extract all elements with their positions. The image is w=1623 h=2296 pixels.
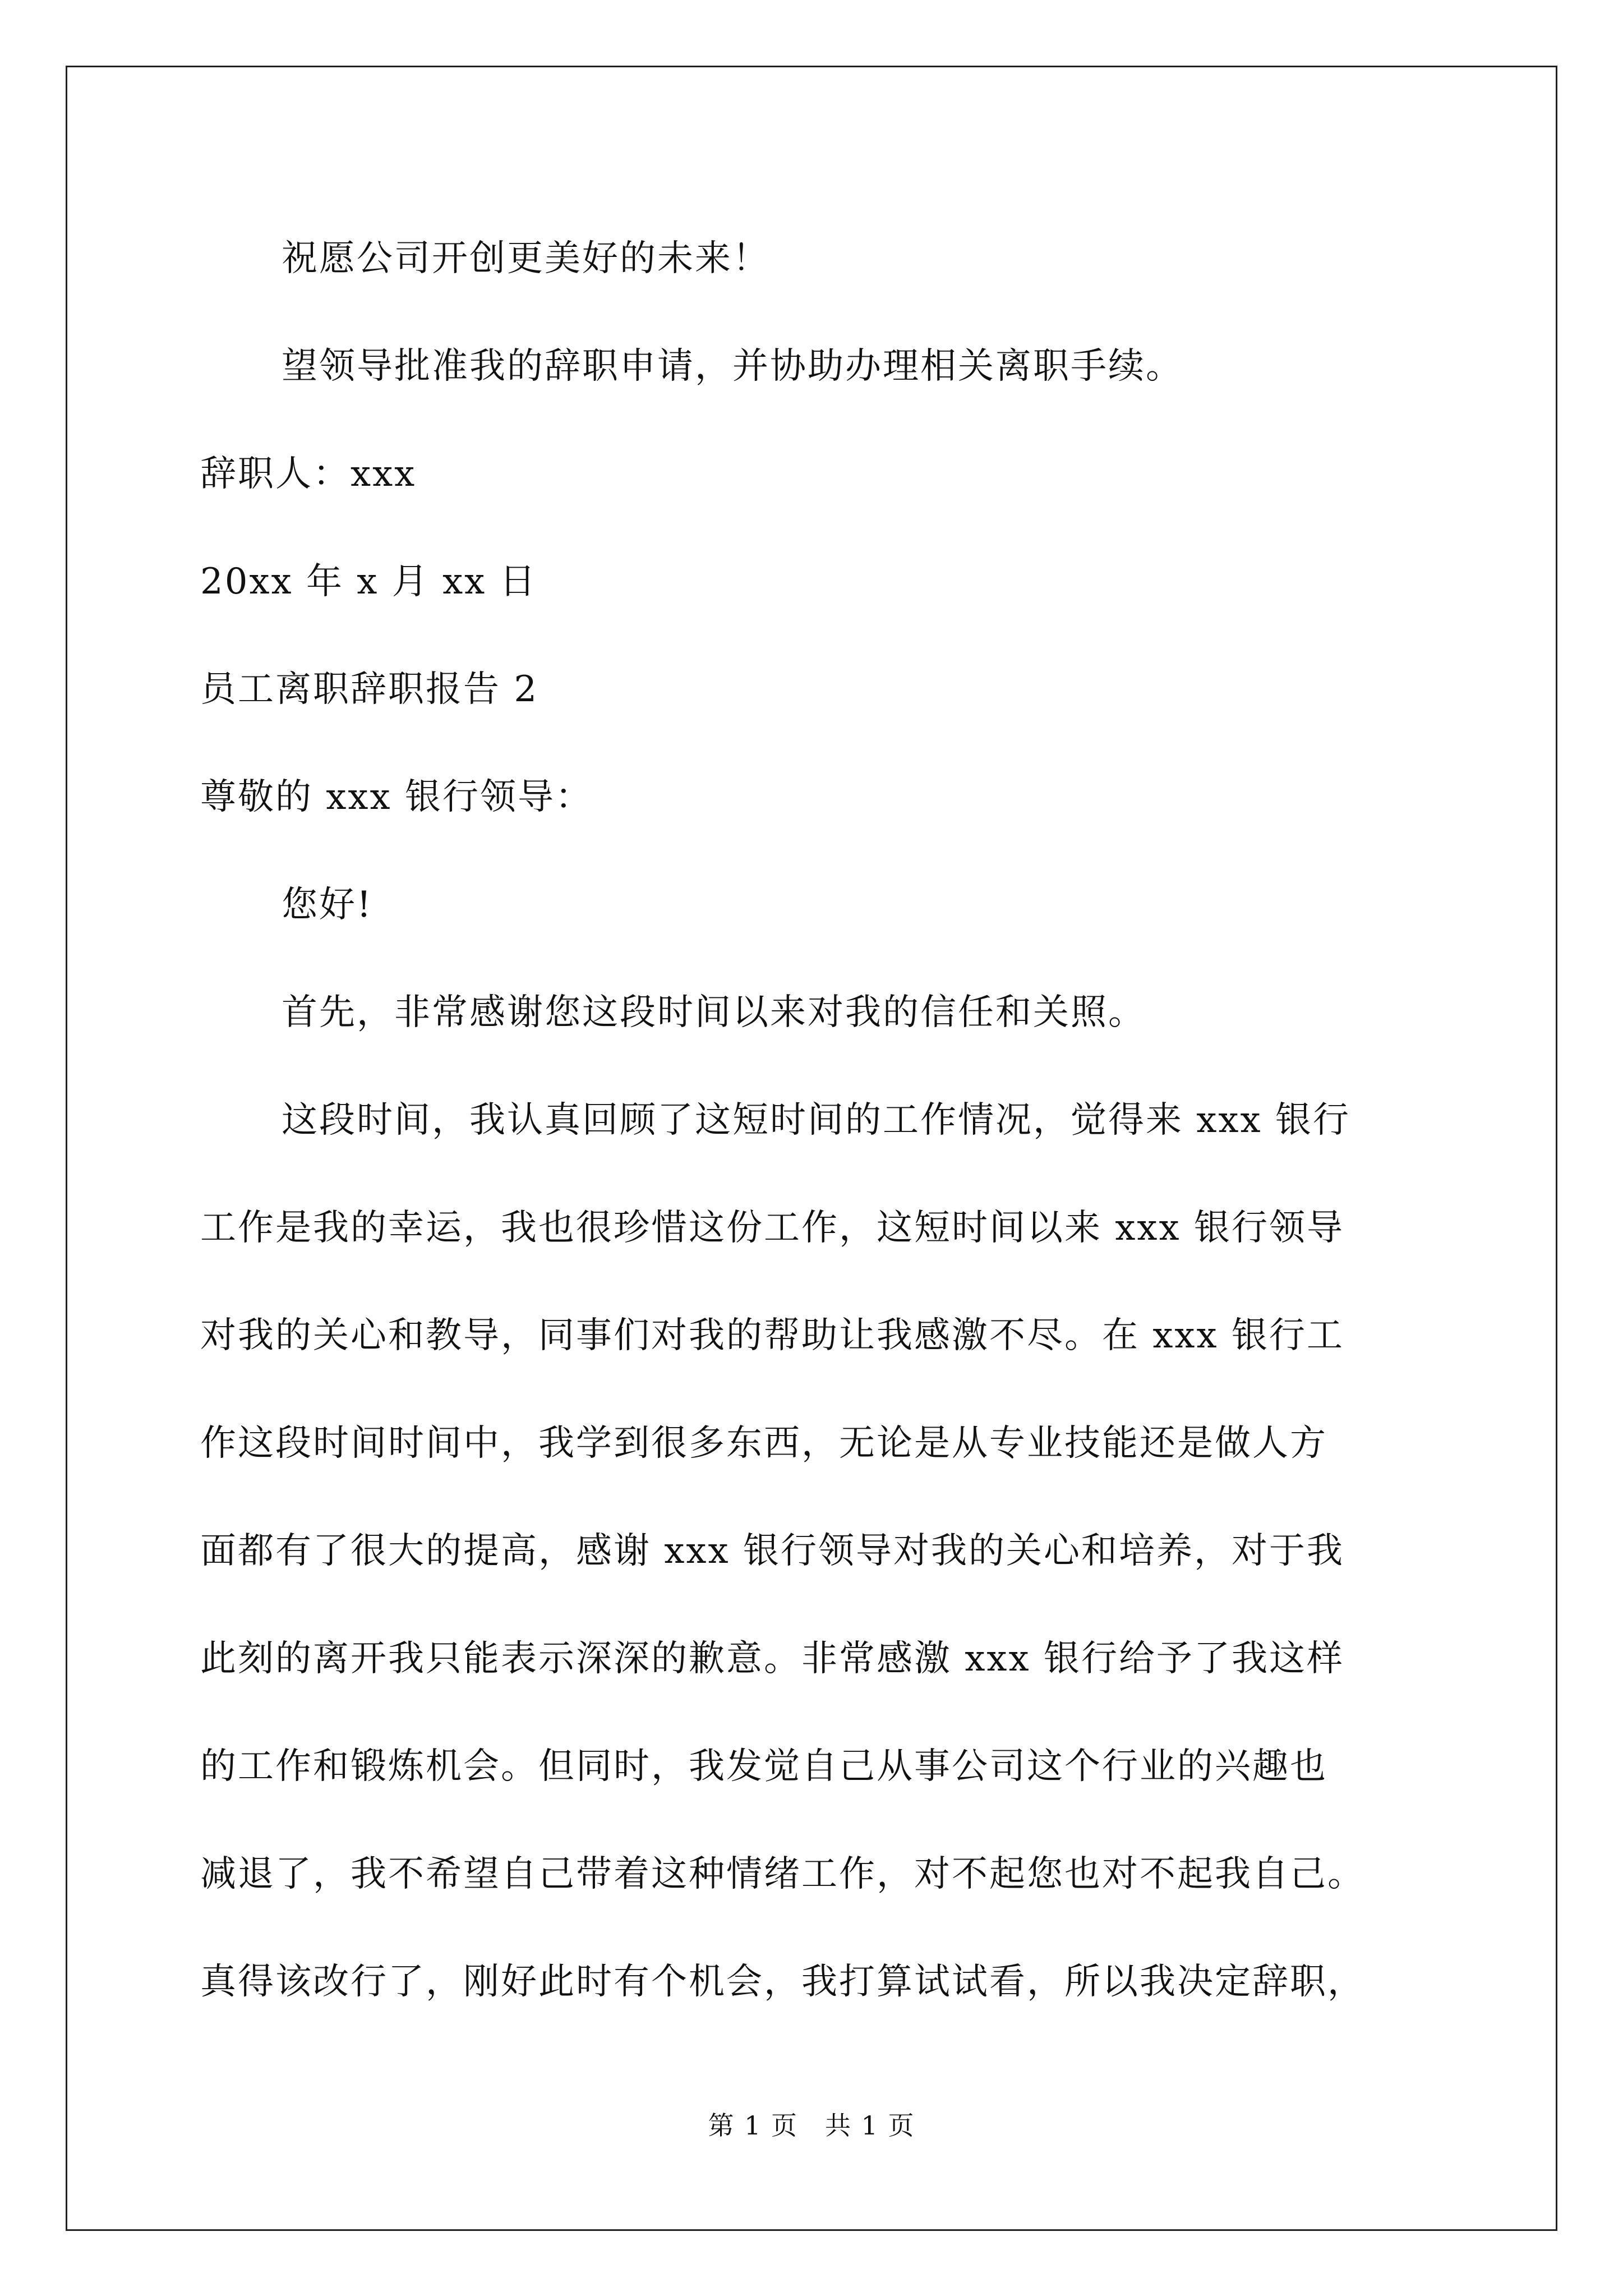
paragraph-line: 祝愿公司开创更美好的未来！: [282, 238, 770, 279]
paragraph-line: 面都有了很大的提高，感谢 xxx 银行领导对我的关心和培养，对于我: [200, 1530, 1344, 1572]
paragraph-line: 作这段时间时间中，我学到很多东西，无论是从专业技能还是做人方: [200, 1423, 1327, 1464]
salutation: 尊敬的 xxx 银行领导：: [200, 776, 593, 818]
paragraph-line: 这段时间，我认真回顾了这短时间的工作情况，觉得来 xxx 银行: [282, 1099, 1350, 1141]
resigner-signature-line: 辞职人：xxx: [200, 453, 417, 495]
paragraph-line: 减退了，我不希望自己带着这种情绪工作，对不起您也对不起我自己。: [200, 1853, 1365, 1895]
section-title: 员工离职辞职报告 2: [200, 669, 539, 710]
greeting: 您好!: [282, 884, 373, 926]
date-line: 20xx 年 x 月 xx 日: [200, 561, 537, 602]
document-body: [200, 205, 1445, 2036]
page-footer: 第 1 页 共 1 页: [708, 2110, 915, 2141]
paragraph-line: 此刻的离开我只能表示深深的歉意。非常感激 xxx 银行给予了我这样: [200, 1638, 1344, 1680]
paragraph-line: 望领导批准我的辞职申请，并协助办理相关离职手续。: [282, 346, 1183, 387]
paragraph-line: 真得该改行了，刚好此时有个机会，我打算试试看，所以我决定辞职，: [200, 1961, 1365, 2003]
paragraph-line: 对我的关心和教导，同事们对我的帮助让我感激不尽。在 xxx 银行工: [200, 1315, 1344, 1356]
paragraph-line: 首先，非常感谢您这段时间以来对我的信任和关照。: [282, 992, 1146, 1033]
paragraph-line: 工作是我的幸运，我也很珍惜这份工作，这短时间以来 xxx 银行领导: [200, 1207, 1344, 1249]
paragraph-line: 的工作和锻炼机会。但同时，我发觉自己从事公司这个行业的兴趣也: [200, 1746, 1327, 1787]
